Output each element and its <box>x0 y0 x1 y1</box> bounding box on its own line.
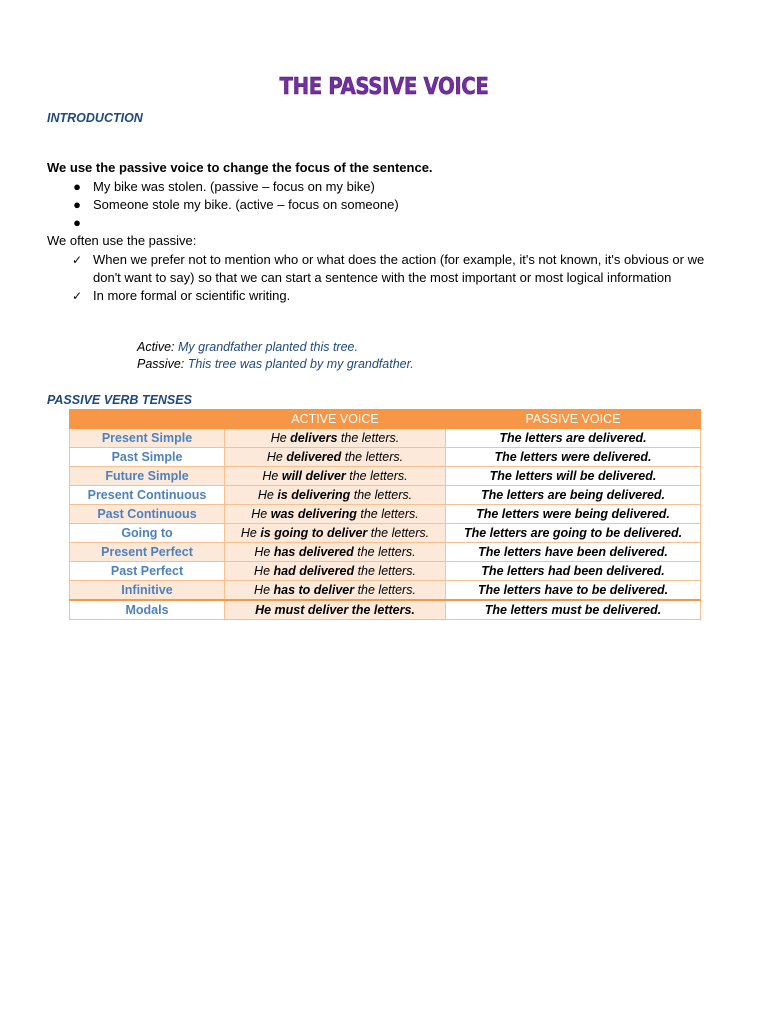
table-header-cell <box>70 410 225 429</box>
intro-sentence: We use the passive voice to change the focus of the sentence. <box>47 160 433 175</box>
list-item: ● Someone stole my bike. (active – focus on someone) <box>47 196 727 214</box>
example-active-label: Active: <box>137 340 175 354</box>
bullet-icon: ● <box>73 179 81 194</box>
table-row: Infinitive He has to deliver the letters. The letters have to be delivered. <box>70 581 701 601</box>
passive-tenses-table <box>69 409 701 620</box>
table-row: Past Simple He delivered the letters. The letters were delivered. <box>70 448 701 467</box>
table-row: Going to He is going to deliver the letters. The letters are going to be delivered. <box>70 524 701 543</box>
table-row: Present Perfect He has delivered the letters. The letters have been delivered. <box>70 543 701 562</box>
table-header-cell: PASSIVE VOICE <box>446 410 701 429</box>
table-header-row <box>70 410 701 429</box>
list-item <box>47 214 727 232</box>
list-item: ✓ In more formal or scientific writing. <box>47 287 727 305</box>
table-row: Future Simple He will deliver the letters. The letters will be delivered. <box>70 467 701 486</box>
example-active-text: My grandfather planted this tree. <box>178 340 358 354</box>
bullet-icon: ● <box>73 197 81 212</box>
tenses-heading: PASSIVE VERB TENSES <box>47 393 192 407</box>
table-header-cell: ACTIVE VOICE <box>225 410 446 429</box>
table-row: Present Simple He delivers the letters. The letters are delivered. <box>70 429 701 448</box>
table-row: Past Perfect He had delivered the letters. The letters had been delivered. <box>70 562 701 581</box>
example-passive-label: Passive: <box>137 357 185 371</box>
checkmark-icon: ✓ <box>71 289 83 303</box>
checkmark-icon: ✓ <box>71 253 83 267</box>
bullet-icon: ● <box>73 215 81 230</box>
list-item: ● My bike was stolen. (passive – focus on my bike) <box>47 178 727 196</box>
list-item: ✓ When we prefer not to mention who or what does the action (for example, it's not known, it's obvious or we don't want to say) so that we can start a sentence with the most important or most logical information <box>47 251 727 287</box>
examples-list <box>47 178 727 232</box>
example-passive-text: This tree was planted by my grandfather. <box>187 357 414 371</box>
table-row: Modals He must deliver the letters. The letters must be delivered. <box>70 600 701 620</box>
page-title: THE PASSIVE VOICE <box>279 74 489 100</box>
example-active <box>137 340 358 354</box>
often-use-text: We often use the passive: <box>47 233 197 248</box>
introduction-heading: INTRODUCTION <box>47 111 143 125</box>
example-passive <box>137 357 414 371</box>
table-row: Past Continuous He was delivering the letters. The letters were being delivered. <box>70 505 701 524</box>
check-list <box>47 251 727 305</box>
table-row: Present Continuous He is delivering the letters. The letters are being delivered. <box>70 486 701 505</box>
